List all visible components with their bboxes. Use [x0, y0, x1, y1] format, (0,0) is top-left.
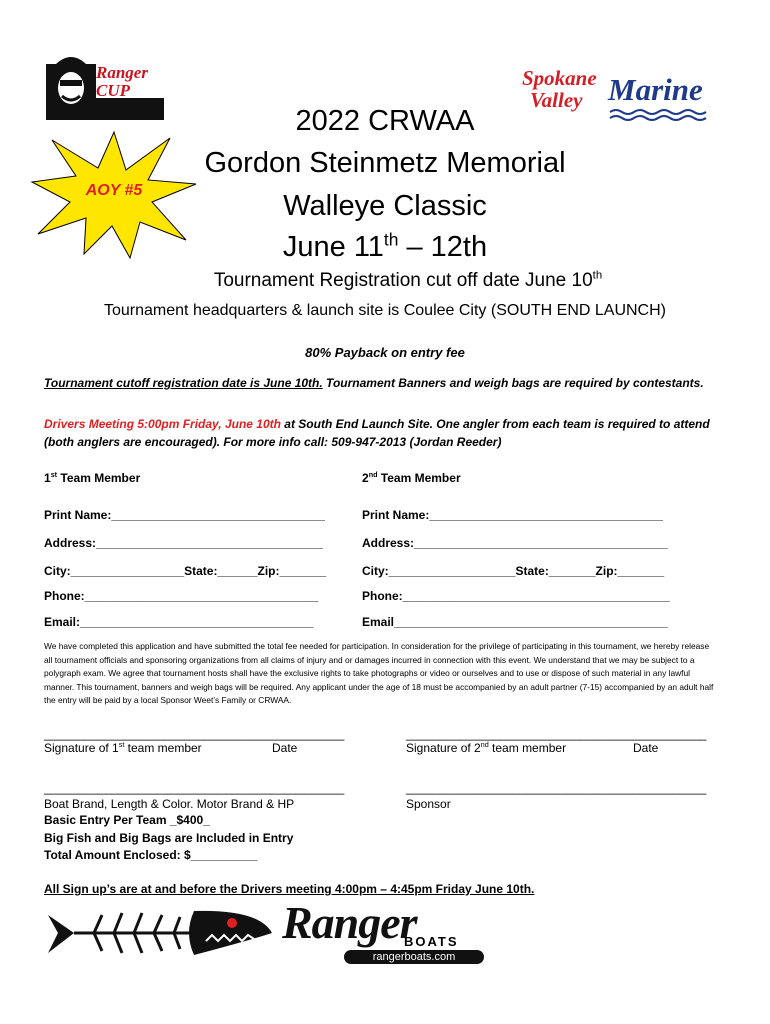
team2-city-state-zip-field[interactable]: City:___________________State:_______Zip:_______	[362, 564, 665, 578]
title-line1: 2022 CRWAA	[295, 105, 475, 137]
ranger-boats-logo: Ranger BOATS rangerboats.com	[278, 900, 498, 970]
signature2-line[interactable]: _____________________________________________	[406, 727, 707, 741]
team2-print-name-field[interactable]: Print Name:___________________________________	[362, 508, 663, 522]
sponsor-line[interactable]: _____________________________________________	[406, 781, 707, 795]
team2-phone-field[interactable]: Phone:________________________________________	[362, 589, 670, 603]
boat-info-line[interactable]: _____________________________________________	[44, 781, 345, 795]
team1-print-name-field[interactable]: Print Name:________________________________	[44, 508, 325, 522]
team1-heading: 1st Team Member	[44, 470, 141, 485]
boat-info-label: Boat Brand, Length & Color. Motor Brand & HP	[44, 797, 295, 811]
signature1-line[interactable]: _____________________________________________	[44, 727, 345, 741]
spokane-valley-marine-logo: Spokane Valley Marine	[520, 66, 710, 132]
title-line2: Gordon Steinmetz Memorial	[204, 147, 566, 179]
team2-heading: 2nd Team Member	[362, 470, 461, 485]
headquarters-line: Tournament headquarters & launch site is Coulee City (SOUTH END LAUNCH)	[104, 302, 666, 319]
team2-address-field[interactable]: Address:______________________________________	[362, 536, 668, 550]
signature1-date-label: Date	[272, 741, 298, 755]
basic-entry-fee: Basic Entry Per Team _$400_	[44, 813, 210, 827]
team1-email-field[interactable]: Email:___________________________________	[44, 615, 314, 629]
aoy-label: AOY #5	[85, 182, 143, 199]
team1-address-field[interactable]: Address:__________________________________	[44, 536, 323, 550]
registration-cutoff: Tournament Registration cut off date June 10th	[213, 269, 603, 291]
title-line3: Walleye Classic	[283, 190, 487, 222]
ranger-cup-text: Ranger CUP	[96, 63, 148, 100]
team1-phone-field[interactable]: Phone:___________________________________	[44, 589, 319, 603]
team2-email-field[interactable]: Email_________________________________________	[362, 615, 668, 629]
sponsor-label: Sponsor	[406, 797, 451, 811]
included-note: Big Fish and Big Bags are Included in Entry	[44, 831, 294, 845]
title-line4: June 11th – 12th	[282, 229, 488, 263]
cutoff-notice: Tournament cutoff registration date is June 10th. Tournament Banners and weigh bags are required by contestants.	[44, 376, 704, 390]
total-amount-field[interactable]: Total Amount Enclosed: $__________	[44, 848, 258, 862]
signature2-label: Signature of 2nd team member	[406, 740, 567, 755]
waiver-text: We have completed this application and have submitted the total fee needed for participation. In consideration for the privilege of participating in this tournament, we hereby release all tournament officials and sponsoring organizations from all claims of injury and or damages incurred in connection with this event. We understand that we may be subject to a polygraph exam. We agree that tournament hosts shall have the exclusive rights to take photographs or video or ourselves and to use or dispose of such material in any lawful manner. This tournament, banners and weigh bags will be required. Any applicant under the age of 18 must be accompanied by an adult partner (7-15) accompanied by an adult half the entry will be paid by a local Sponsor Weet’s Family or CRWAA.	[44, 641, 714, 705]
skeleton-fish-logo	[44, 903, 274, 963]
signature1-label: Signature of 1st team member	[44, 740, 202, 755]
drivers-meeting-notice: Drivers Meeting 5:00pm Friday, June 10th at South End Launch Site. One angler from each team is required to attend (both anglers are encouraged). For more info call: 509-947-2013 (Jordan Reeder)	[44, 417, 710, 449]
payback-line: 80% Payback on entry fee	[305, 345, 465, 360]
signup-footer-notice: All Sign up’s are at and before the Drivers meeting 4:00pm – 4:45pm Friday June 10th.	[44, 882, 535, 896]
team1-city-state-zip-field[interactable]: City:_________________State:______Zip:_______	[44, 564, 327, 578]
signature2-date-label: Date	[633, 741, 659, 755]
